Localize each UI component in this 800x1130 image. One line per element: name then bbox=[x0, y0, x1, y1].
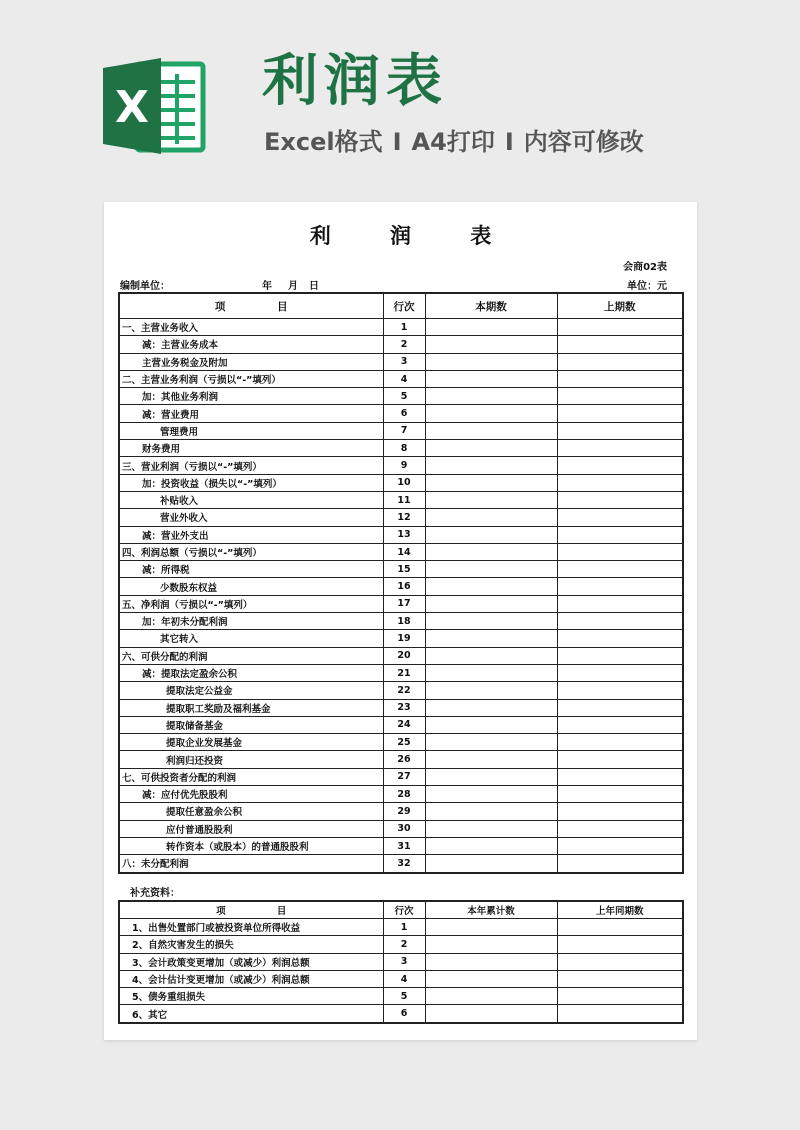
table-row bbox=[119, 491, 683, 508]
value-cell-previous[interactable] bbox=[557, 509, 683, 526]
value-cell-current[interactable] bbox=[425, 319, 557, 336]
logo-letter: X bbox=[115, 82, 149, 133]
table-row bbox=[119, 953, 683, 970]
row-line-number: 27 bbox=[383, 768, 425, 785]
subtitle bbox=[264, 126, 644, 158]
value-cell-previous[interactable] bbox=[557, 457, 683, 474]
value-cell-previous[interactable] bbox=[557, 474, 683, 491]
value-cell-current[interactable] bbox=[425, 970, 557, 987]
row-item: 减：应付优先股股利 bbox=[119, 786, 383, 803]
subtitle-print: A4打印 bbox=[411, 128, 495, 156]
row-item: 减：营业费用 bbox=[119, 405, 383, 422]
table-row bbox=[119, 509, 683, 526]
row-item: 减：所得税 bbox=[119, 561, 383, 578]
row-line-number: 13 bbox=[383, 526, 425, 543]
row-line-number: 21 bbox=[383, 664, 425, 681]
value-cell-current[interactable] bbox=[425, 543, 557, 560]
value-cell-previous[interactable] bbox=[557, 803, 683, 820]
value-cell-current[interactable] bbox=[425, 936, 557, 953]
value-cell-previous[interactable] bbox=[557, 970, 683, 987]
row-item: 提取法定公益金 bbox=[119, 682, 383, 699]
row-line-number: 12 bbox=[383, 509, 425, 526]
value-cell-current[interactable] bbox=[425, 474, 557, 491]
value-cell-previous[interactable] bbox=[557, 988, 683, 1005]
row-item: 转作资本（或股本）的普通股股利 bbox=[119, 837, 383, 854]
table-row bbox=[119, 936, 683, 953]
row-item: 4、会计估计变更增加（或减少）利润总额 bbox=[119, 970, 383, 987]
row-line-number: 3 bbox=[383, 353, 425, 370]
row-line-number: 1 bbox=[383, 319, 425, 336]
header-line: 行次 bbox=[383, 901, 425, 919]
row-item: 5、债务重组损失 bbox=[119, 988, 383, 1005]
table-row bbox=[119, 595, 683, 612]
subtitle-format: Excel格式 bbox=[264, 128, 383, 156]
value-cell-current[interactable] bbox=[425, 526, 557, 543]
table-row bbox=[119, 682, 683, 699]
row-item: 五、净利润（亏损以“-”填列） bbox=[119, 595, 383, 612]
value-cell-current[interactable] bbox=[425, 855, 557, 873]
table-row bbox=[119, 647, 683, 664]
value-cell-previous[interactable] bbox=[557, 786, 683, 803]
income-table bbox=[118, 292, 684, 874]
row-item: 少数股东权益 bbox=[119, 578, 383, 595]
value-cell-current[interactable] bbox=[425, 388, 557, 405]
row-line-number: 20 bbox=[383, 647, 425, 664]
row-line-number: 23 bbox=[383, 699, 425, 716]
row-item: 二、主营业务利润（亏损以“-”填列） bbox=[119, 370, 383, 387]
table-row bbox=[119, 988, 683, 1005]
value-cell-previous[interactable] bbox=[557, 855, 683, 873]
value-cell-previous[interactable] bbox=[557, 353, 683, 370]
table-row bbox=[119, 336, 683, 353]
row-line-number: 6 bbox=[383, 405, 425, 422]
row-item: 2、自然灾害发生的损失 bbox=[119, 936, 383, 953]
value-cell-current[interactable] bbox=[425, 509, 557, 526]
row-item: 3、会计政策变更增加（或减少）利润总额 bbox=[119, 953, 383, 970]
row-line-number: 1 bbox=[383, 919, 425, 936]
value-cell-current[interactable] bbox=[425, 988, 557, 1005]
row-item: 七、可供投资者分配的利润 bbox=[119, 768, 383, 785]
row-line-number: 14 bbox=[383, 543, 425, 560]
supplement-label: 补充资料： bbox=[130, 888, 180, 899]
value-cell-previous[interactable] bbox=[557, 491, 683, 508]
row-item: 提取储备基金 bbox=[119, 716, 383, 733]
value-cell-current[interactable] bbox=[425, 647, 557, 664]
header-line: 行次 bbox=[383, 293, 425, 319]
table-row bbox=[119, 820, 683, 837]
value-cell-previous[interactable] bbox=[557, 1005, 683, 1023]
headline: 利润表 bbox=[262, 49, 448, 114]
table-row bbox=[119, 970, 683, 987]
row-item: 主营业务税金及附加 bbox=[119, 353, 383, 370]
row-line-number: 11 bbox=[383, 491, 425, 508]
table-row bbox=[119, 1005, 683, 1023]
value-cell-current[interactable] bbox=[425, 919, 557, 936]
value-cell-previous[interactable] bbox=[557, 405, 683, 422]
value-cell-current[interactable] bbox=[425, 682, 557, 699]
value-cell-previous[interactable] bbox=[557, 837, 683, 854]
table-row bbox=[119, 457, 683, 474]
value-cell-previous[interactable] bbox=[557, 699, 683, 716]
table-row bbox=[119, 319, 683, 336]
table-row bbox=[119, 803, 683, 820]
value-cell-previous[interactable] bbox=[557, 751, 683, 768]
table-row bbox=[119, 751, 683, 768]
row-item: 提取任意盈余公积 bbox=[119, 803, 383, 820]
row-line-number: 28 bbox=[383, 786, 425, 803]
value-cell-current[interactable] bbox=[425, 336, 557, 353]
value-cell-current[interactable] bbox=[425, 630, 557, 647]
value-cell-current[interactable] bbox=[425, 613, 557, 630]
value-cell-current[interactable] bbox=[425, 440, 557, 457]
header-ytd: 本年累计数 bbox=[425, 901, 557, 919]
table-row bbox=[119, 786, 683, 803]
table-row bbox=[119, 578, 683, 595]
value-cell-current[interactable] bbox=[425, 837, 557, 854]
row-line-number: 17 bbox=[383, 595, 425, 612]
value-cell-current[interactable] bbox=[425, 457, 557, 474]
row-item: 提取企业发展基金 bbox=[119, 734, 383, 751]
row-item: 四、利润总额（亏损以“-”填列） bbox=[119, 543, 383, 560]
row-line-number: 25 bbox=[383, 734, 425, 751]
value-cell-previous[interactable] bbox=[557, 820, 683, 837]
value-cell-current[interactable] bbox=[425, 370, 557, 387]
value-cell-current[interactable] bbox=[425, 803, 557, 820]
value-cell-current[interactable] bbox=[425, 664, 557, 681]
income-statement-sheet bbox=[104, 202, 697, 1040]
header-item: 项 目 bbox=[119, 901, 383, 919]
value-cell-current[interactable] bbox=[425, 820, 557, 837]
value-cell-current[interactable] bbox=[425, 405, 557, 422]
table-row bbox=[119, 664, 683, 681]
value-cell-previous[interactable] bbox=[557, 422, 683, 439]
value-cell-previous[interactable] bbox=[557, 388, 683, 405]
table-header-row bbox=[119, 901, 683, 919]
table-row bbox=[119, 388, 683, 405]
row-line-number: 22 bbox=[383, 682, 425, 699]
table-row bbox=[119, 837, 683, 854]
value-cell-previous[interactable] bbox=[557, 578, 683, 595]
value-cell-previous[interactable] bbox=[557, 953, 683, 970]
row-line-number: 16 bbox=[383, 578, 425, 595]
value-cell-previous[interactable] bbox=[557, 613, 683, 630]
row-line-number: 32 bbox=[383, 855, 425, 873]
value-cell-previous[interactable] bbox=[557, 319, 683, 336]
value-cell-previous[interactable] bbox=[557, 716, 683, 733]
header-item: 项 目 bbox=[119, 293, 383, 319]
value-cell-previous[interactable] bbox=[557, 561, 683, 578]
table-row bbox=[119, 699, 683, 716]
table-row bbox=[119, 526, 683, 543]
table-row bbox=[119, 440, 683, 457]
value-cell-previous[interactable] bbox=[557, 370, 683, 387]
row-line-number: 4 bbox=[383, 970, 425, 987]
value-cell-previous[interactable] bbox=[557, 336, 683, 353]
table-row bbox=[119, 422, 683, 439]
row-line-number: 18 bbox=[383, 613, 425, 630]
value-cell-previous[interactable] bbox=[557, 936, 683, 953]
table-row bbox=[119, 370, 683, 387]
value-cell-current[interactable] bbox=[425, 595, 557, 612]
value-cell-current[interactable] bbox=[425, 786, 557, 803]
row-item: 一、主营业务收入 bbox=[119, 319, 383, 336]
row-item: 财务费用 bbox=[119, 440, 383, 457]
row-item: 补贴收入 bbox=[119, 491, 383, 508]
row-item: 八：未分配利润 bbox=[119, 855, 383, 873]
row-item: 减：提取法定盈余公积 bbox=[119, 664, 383, 681]
table-row bbox=[119, 353, 683, 370]
form-code: 会商02表 bbox=[623, 262, 667, 273]
promo-header bbox=[0, 0, 800, 200]
row-line-number: 31 bbox=[383, 837, 425, 854]
row-line-number: 9 bbox=[383, 457, 425, 474]
row-line-number: 29 bbox=[383, 803, 425, 820]
date-day: 日 bbox=[309, 281, 319, 292]
row-line-number: 24 bbox=[383, 716, 425, 733]
value-cell-current[interactable] bbox=[425, 768, 557, 785]
header-current: 本期数 bbox=[425, 293, 557, 319]
row-line-number: 26 bbox=[383, 751, 425, 768]
excel-logo-icon bbox=[103, 56, 207, 156]
currency-unit: 单位：元 bbox=[627, 281, 667, 292]
separator: I bbox=[504, 128, 514, 156]
row-line-number: 19 bbox=[383, 630, 425, 647]
table-row bbox=[119, 768, 683, 785]
value-cell-previous[interactable] bbox=[557, 440, 683, 457]
row-line-number: 10 bbox=[383, 474, 425, 491]
supplement-table bbox=[118, 900, 684, 1024]
value-cell-previous[interactable] bbox=[557, 682, 683, 699]
value-cell-previous[interactable] bbox=[557, 647, 683, 664]
date-year: 年 bbox=[262, 281, 272, 292]
table-row bbox=[119, 734, 683, 751]
row-item: 提取职工奖励及福利基金 bbox=[119, 699, 383, 716]
table-row bbox=[119, 543, 683, 560]
row-item: 其它转入 bbox=[119, 630, 383, 647]
row-line-number: 5 bbox=[383, 988, 425, 1005]
row-item: 管理费用 bbox=[119, 422, 383, 439]
value-cell-previous[interactable] bbox=[557, 664, 683, 681]
document-title: 利 润 表 bbox=[309, 224, 518, 248]
table-row bbox=[119, 919, 683, 936]
row-item: 营业外收入 bbox=[119, 509, 383, 526]
subtitle-editable: 内容可修改 bbox=[523, 128, 644, 156]
row-item: 减：营业外支出 bbox=[119, 526, 383, 543]
table-row bbox=[119, 613, 683, 630]
table-row bbox=[119, 855, 683, 873]
row-line-number: 30 bbox=[383, 820, 425, 837]
separator: I bbox=[392, 128, 402, 156]
value-cell-current[interactable] bbox=[425, 751, 557, 768]
row-line-number: 2 bbox=[383, 336, 425, 353]
row-line-number: 5 bbox=[383, 388, 425, 405]
row-item: 利润归还投资 bbox=[119, 751, 383, 768]
value-cell-previous[interactable] bbox=[557, 526, 683, 543]
row-line-number: 8 bbox=[383, 440, 425, 457]
value-cell-current[interactable] bbox=[425, 699, 557, 716]
row-line-number: 15 bbox=[383, 561, 425, 578]
value-cell-current[interactable] bbox=[425, 716, 557, 733]
row-line-number: 2 bbox=[383, 936, 425, 953]
row-item: 加：投资收益（损失以“-”填列） bbox=[119, 474, 383, 491]
value-cell-current[interactable] bbox=[425, 561, 557, 578]
table-row bbox=[119, 405, 683, 422]
value-cell-previous[interactable] bbox=[557, 543, 683, 560]
row-item: 6、其它 bbox=[119, 1005, 383, 1023]
row-item: 六、可供分配的利润 bbox=[119, 647, 383, 664]
header-previous: 上期数 bbox=[557, 293, 683, 319]
value-cell-previous[interactable] bbox=[557, 734, 683, 751]
value-cell-current[interactable] bbox=[425, 491, 557, 508]
row-line-number: 6 bbox=[383, 1005, 425, 1023]
company-label: 编制单位： bbox=[120, 281, 170, 292]
value-cell-previous[interactable] bbox=[557, 630, 683, 647]
table-row bbox=[119, 561, 683, 578]
value-cell-previous[interactable] bbox=[557, 768, 683, 785]
row-item: 加：其他业务利润 bbox=[119, 388, 383, 405]
value-cell-current[interactable] bbox=[425, 422, 557, 439]
value-cell-current[interactable] bbox=[425, 578, 557, 595]
row-item: 加：年初未分配利润 bbox=[119, 613, 383, 630]
value-cell-previous[interactable] bbox=[557, 919, 683, 936]
row-line-number: 7 bbox=[383, 422, 425, 439]
value-cell-current[interactable] bbox=[425, 1005, 557, 1023]
value-cell-current[interactable] bbox=[425, 353, 557, 370]
row-line-number: 3 bbox=[383, 953, 425, 970]
date-month: 月 bbox=[288, 281, 298, 292]
table-header-row bbox=[119, 293, 683, 319]
row-item: 减：主营业务成本 bbox=[119, 336, 383, 353]
row-item: 应付普通股股利 bbox=[119, 820, 383, 837]
row-line-number: 4 bbox=[383, 370, 425, 387]
table-row bbox=[119, 716, 683, 733]
row-item: 三、营业利润（亏损以“-”填列） bbox=[119, 457, 383, 474]
value-cell-current[interactable] bbox=[425, 734, 557, 751]
value-cell-previous[interactable] bbox=[557, 595, 683, 612]
row-item: 1、出售处置部门或被投资单位所得收益 bbox=[119, 919, 383, 936]
table-row bbox=[119, 474, 683, 491]
value-cell-current[interactable] bbox=[425, 953, 557, 970]
table-row bbox=[119, 630, 683, 647]
header-prior-year: 上年同期数 bbox=[557, 901, 683, 919]
